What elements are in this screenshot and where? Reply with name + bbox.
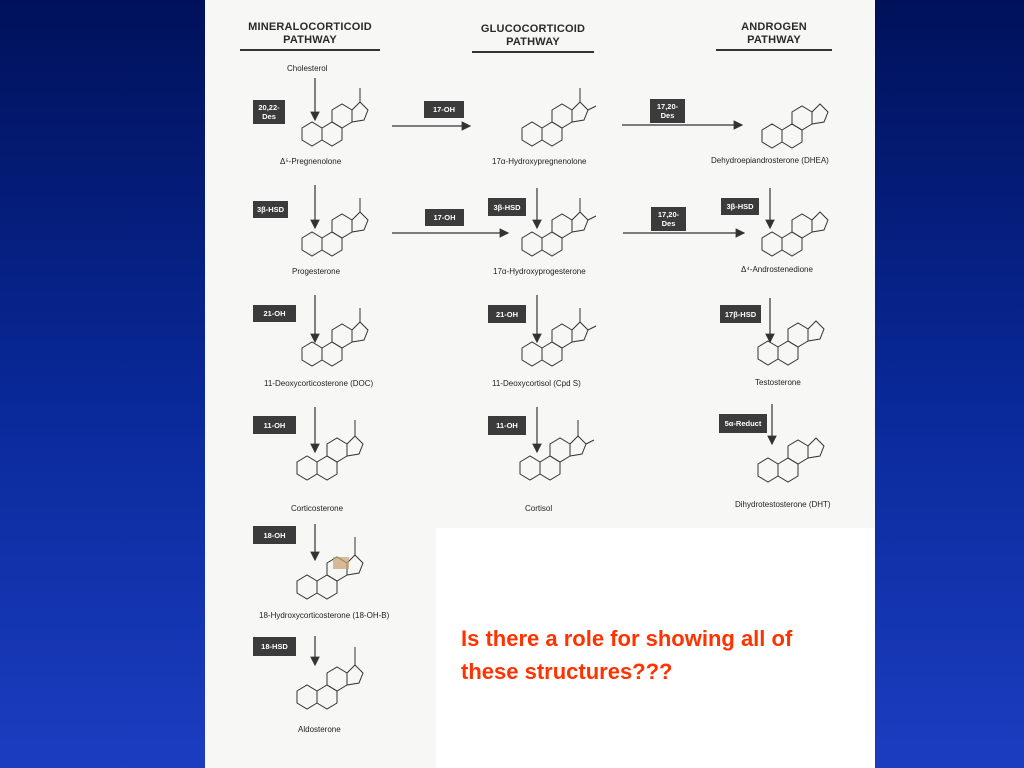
pregnenolone-structure <box>290 80 380 155</box>
enzyme-3b-hsd: 3β-HSD <box>253 201 288 218</box>
enzyme-18-hsd: 18-HSD <box>253 637 296 656</box>
aldosterone-structure <box>285 635 380 720</box>
header-line-2: PATHWAY <box>747 34 801 46</box>
compound-17oh-pregnenolone: 17α-Hydroxypregnenolone <box>492 157 587 166</box>
compound-pregnenolone: Δ⁵-Pregnenolone <box>280 157 342 166</box>
enzyme-21-hydroxylase: 21-OH <box>253 305 296 322</box>
17oh-pregnenolone-structure <box>510 80 610 155</box>
compound-17oh-progesterone: 17α-Hydroxyprogesterone <box>493 267 586 276</box>
enzyme-5a-reductase: 5α-Reduct <box>719 414 767 433</box>
dhea-structure <box>752 90 842 155</box>
enzyme-17b-hsd: 17β-HSD <box>720 305 761 323</box>
enzyme-21-hydroxylase: 21-OH <box>488 305 526 323</box>
doc-structure <box>290 300 380 375</box>
cortisol-structure <box>508 410 608 490</box>
enzyme-18-hydroxylase: 18-OH <box>253 526 296 544</box>
androstenedione-structure <box>752 198 842 263</box>
header-line-1: ANDROGEN <box>741 21 807 33</box>
compound-11-deoxycortisol: 11-Deoxycortisol (Cpd S) <box>492 379 581 388</box>
header-line-1: GLUCOCORTICOID <box>480 23 586 35</box>
compound-aldosterone: Aldosterone <box>298 725 341 734</box>
dht-structure <box>748 420 838 495</box>
enzyme-20-22-desmolase: 20,22- Des <box>253 100 285 124</box>
header-line-1: MINERALOCORTICOID <box>248 21 372 33</box>
compound-corticosterone: Corticosterone <box>291 504 344 513</box>
compound-progesterone: Progesterone <box>292 267 341 276</box>
compound-dht: Dihydrotestosterone (DHT) <box>735 500 831 509</box>
cholesterol-label: Cholesterol <box>287 64 328 73</box>
enzyme-3b-hsd: 3β-HSD <box>488 198 526 216</box>
enzyme-17-hydroxylase: 17-OH <box>424 101 464 118</box>
compound-testosterone: Testosterone <box>755 378 801 387</box>
header-line-2: PATHWAY <box>283 34 337 46</box>
question-text: Is there a role for showing all of these structures??? <box>461 626 793 684</box>
compound-androstenedione: Δ⁴-Androstenedione <box>741 265 813 274</box>
enzyme-11-hydroxylase: 11-OH <box>488 416 526 435</box>
header-line-2: PATHWAY <box>506 36 560 48</box>
testosterone-structure <box>748 305 838 375</box>
compound-cortisol: Cortisol <box>525 504 553 513</box>
enzyme-11-hydroxylase: 11-OH <box>253 416 296 434</box>
17oh-progesterone-structure <box>510 190 610 265</box>
enzyme-3b-hsd: 3β-HSD <box>721 198 759 215</box>
enzyme-17-20-desmolase: 17,20- Des <box>650 99 685 123</box>
enzyme-17-20-desmolase: 17,20- Des <box>651 207 686 231</box>
compound-doc: 11-Deoxycorticosterone (DOC) <box>264 379 374 388</box>
progesterone-structure <box>290 190 380 265</box>
compound-18-hydroxycorticosterone: 18-Hydroxycorticosterone (18-OH-B) <box>259 611 390 620</box>
corticosterone-structure <box>285 410 380 490</box>
18-hydroxycorticosterone-structure <box>285 525 380 610</box>
11-deoxycortisol-structure <box>510 300 610 375</box>
compound-dhea: Dehydroepiandrosterone (DHEA) <box>711 156 829 165</box>
enzyme-17-hydroxylase: 17-OH <box>425 209 464 226</box>
